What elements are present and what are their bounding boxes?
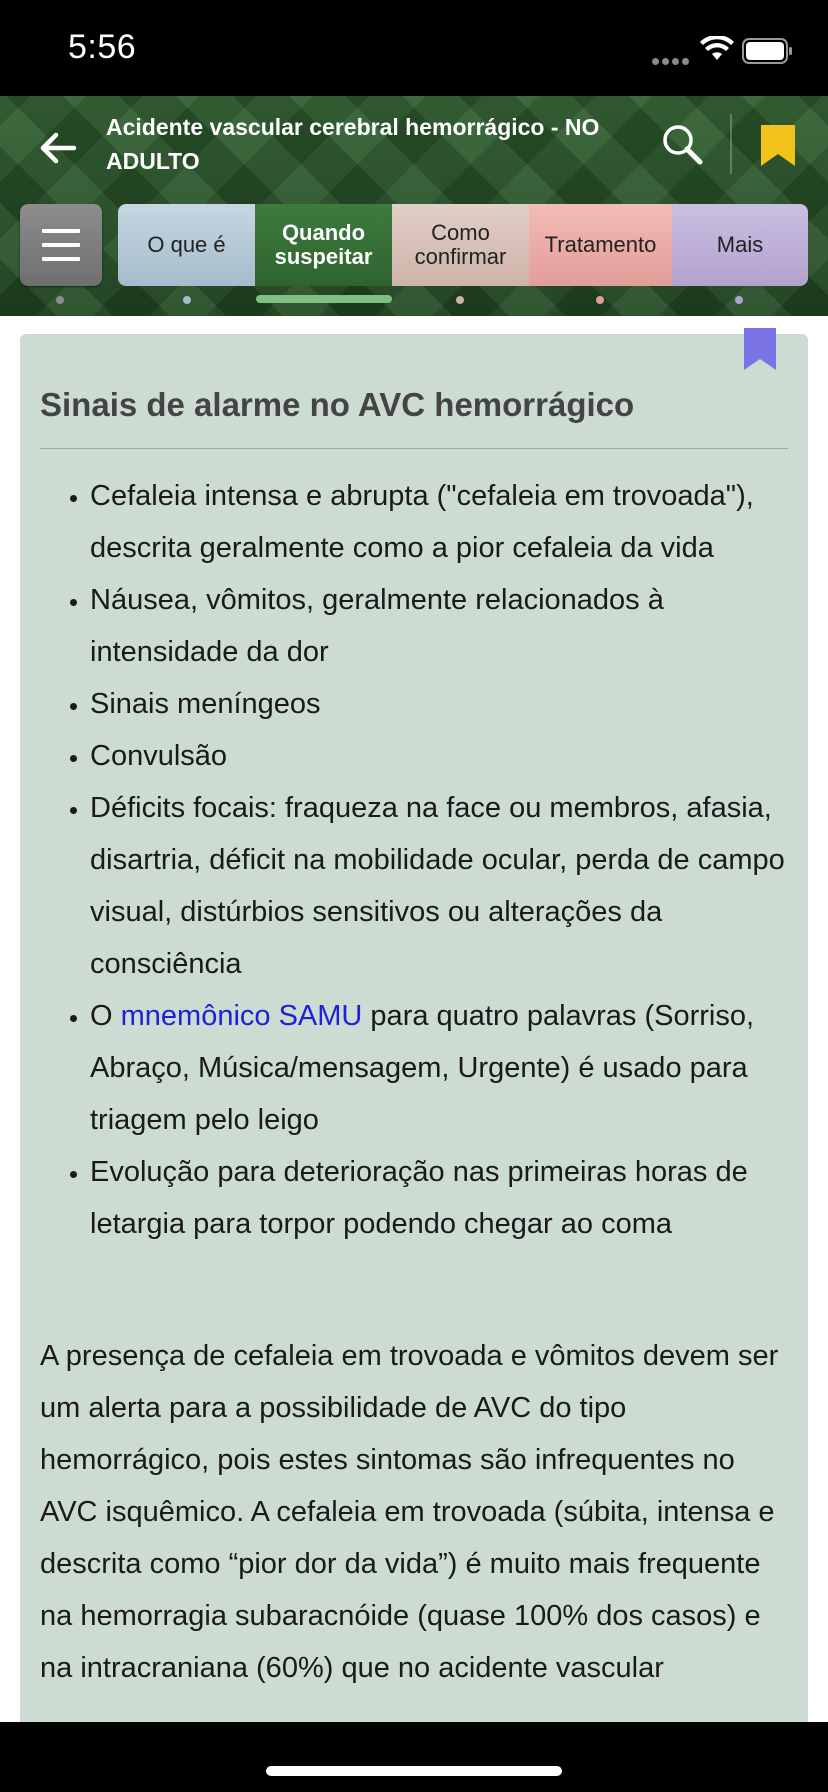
hamburger-icon bbox=[42, 229, 80, 271]
tab-label: O que é bbox=[147, 232, 226, 257]
alarm-signs-list bbox=[40, 470, 788, 1250]
list-item: • Sinais meníngeos bbox=[90, 678, 788, 730]
tab-tratamento[interactable] bbox=[529, 204, 672, 286]
cellular-signal-icon bbox=[652, 52, 692, 60]
back-button[interactable] bbox=[34, 124, 82, 172]
tab-indicator-dot bbox=[596, 296, 604, 304]
list-item: • Déficits focais: fraqueza na face ou membros, afasia, disartria, déficit na mobilidade ocular, perda de campo visual, distúrbios sensitivos ou alterações da consciência bbox=[90, 782, 788, 990]
list-item-text: para quatro palavras (Sorriso, Abraço, Música/mensagem, Urgente) é usado para triagem pelo leigo bbox=[90, 1000, 755, 1136]
list-item: • Convulsão bbox=[90, 730, 788, 782]
bookmark-icon bbox=[744, 328, 776, 370]
tab-indicator-dot bbox=[56, 296, 64, 304]
tab-como-confirmar[interactable] bbox=[392, 204, 529, 286]
menu-button[interactable] bbox=[20, 204, 102, 286]
tab-indicator-dot bbox=[735, 296, 743, 304]
tab-label: Mais bbox=[716, 232, 764, 257]
home-indicator-area bbox=[0, 1722, 828, 1792]
home-indicator[interactable] bbox=[266, 1766, 562, 1776]
content-card bbox=[20, 334, 808, 1734]
list-item bbox=[90, 990, 788, 1146]
samu-mnemonic-link[interactable]: mnemônico SAMU bbox=[120, 1000, 363, 1032]
header bbox=[0, 96, 828, 316]
section-heading: Sinais de alarme no AVC hemorrágico bbox=[40, 386, 635, 423]
tab-label: Tratamento bbox=[544, 232, 657, 257]
tab-indicator-active bbox=[256, 295, 392, 303]
body-paragraph: A presença de cefaleia em trovoada e vômitos devem ser um alerta para a possibilidade de AVC do tipo hemorrágico, pois estes sintomas são infrequentes no AVC isquêmico. A cefaleia em trovoada (súbita, intensa e descrita como “pior dor da vida”) é muito mais frequente na hemorragia subaracnóide (quase 100% dos casos) e na intracraniana (60%) que no acidente vascular bbox=[40, 1340, 779, 1684]
section-bookmark-button[interactable] bbox=[742, 328, 778, 372]
status-bar bbox=[0, 0, 828, 96]
tab-quando-suspeitar[interactable] bbox=[255, 204, 392, 286]
bookmark-icon bbox=[761, 125, 795, 166]
list-item: • Evolução para deterioração nas primeiras horas de letargia para torpor podendo chegar ao coma bbox=[90, 1146, 788, 1250]
tab-mais[interactable] bbox=[672, 204, 808, 286]
bookmarks-button[interactable] bbox=[758, 122, 798, 170]
list-item-text: O bbox=[90, 1000, 121, 1032]
tab-label: Como confirmar bbox=[414, 220, 507, 269]
wifi-icon bbox=[700, 36, 734, 62]
page-title: Acidente vascular cerebral hemorrágico - NO ADULTO bbox=[106, 114, 600, 174]
tab-label: Quando suspeitar bbox=[274, 220, 373, 269]
tab-indicator-dot bbox=[183, 296, 191, 304]
tab-indicators bbox=[0, 292, 828, 304]
list-item: • Náusea, vômitos, geralmente relacionados à intensidade da dor bbox=[90, 574, 788, 678]
tab-o-que-e[interactable] bbox=[118, 204, 255, 286]
search-icon bbox=[665, 127, 700, 162]
arrow-left-icon bbox=[43, 135, 74, 161]
header-divider bbox=[730, 114, 732, 174]
section-tabs bbox=[118, 204, 808, 286]
tab-indicator-dot bbox=[456, 296, 464, 304]
battery-icon bbox=[742, 38, 794, 64]
heading-divider bbox=[40, 448, 788, 449]
list-item: • Cefaleia intensa e abrupta ("cefaleia em trovoada"), descrita geralmente como a pior cefaleia da vida bbox=[90, 470, 788, 574]
status-time: 5:56 bbox=[68, 28, 137, 66]
search-button[interactable] bbox=[658, 120, 706, 168]
